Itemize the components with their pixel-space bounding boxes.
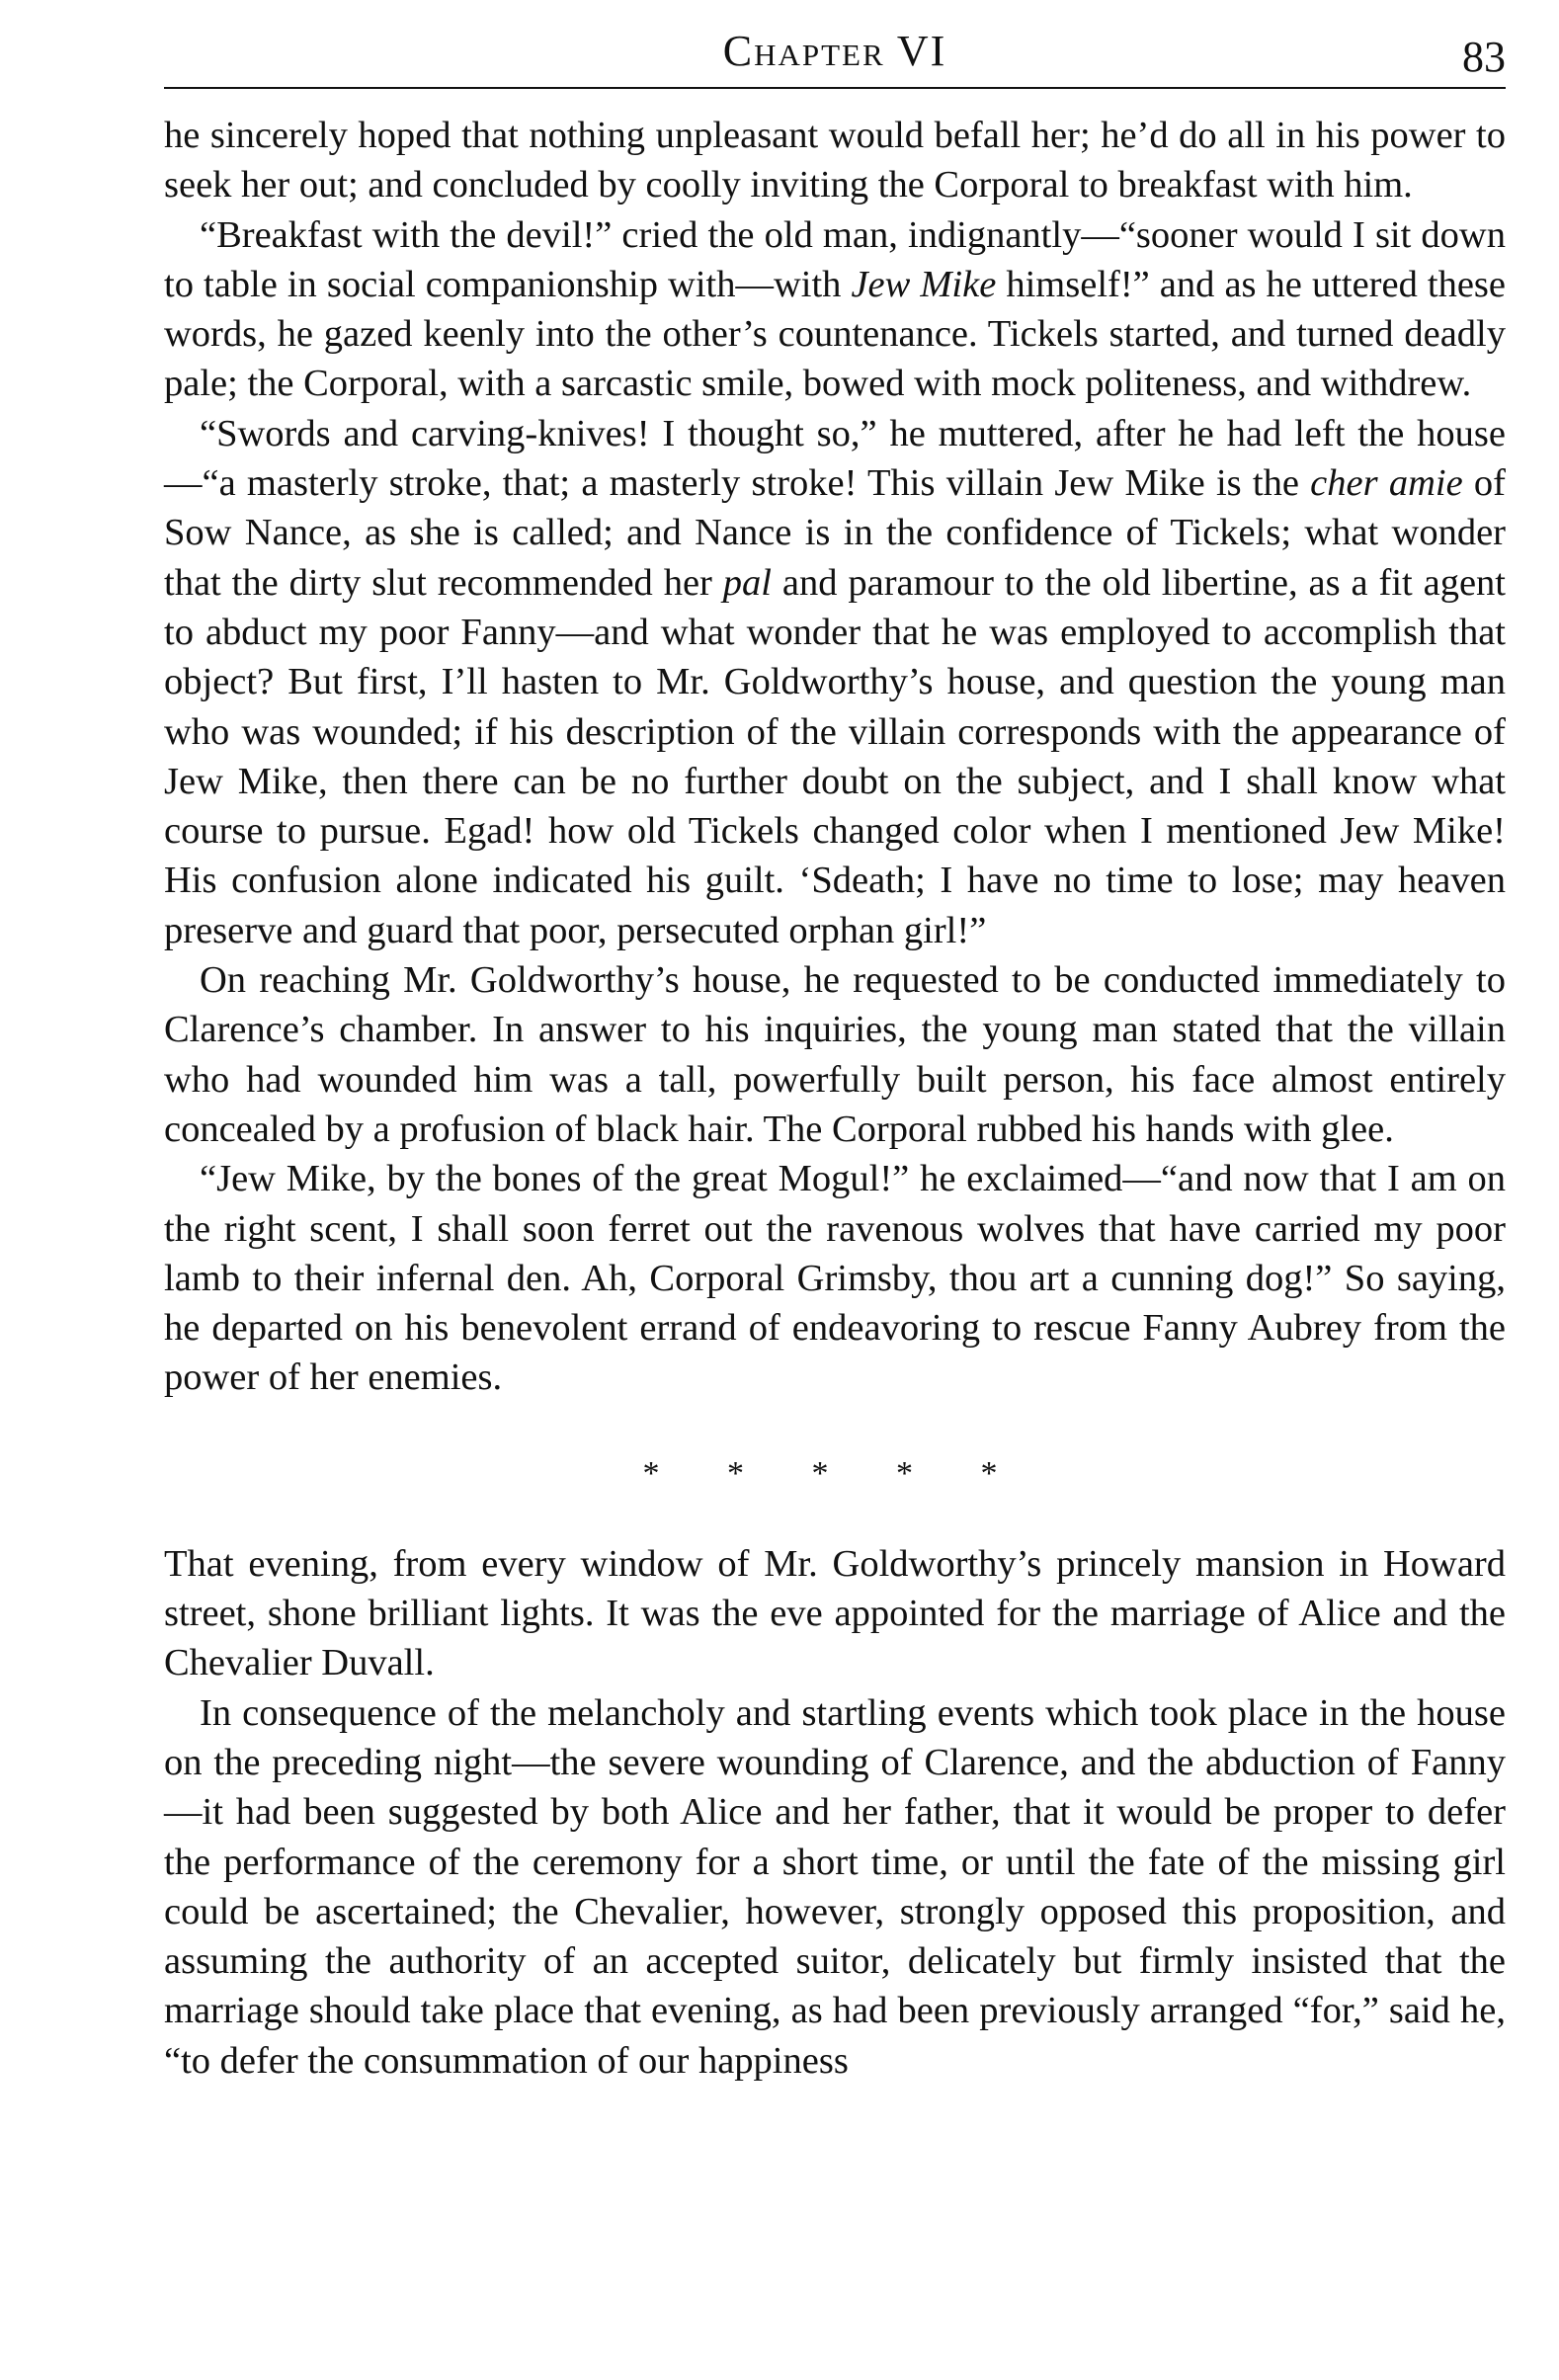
- running-head: [164, 22, 1506, 87]
- body-text: [164, 111, 1506, 2086]
- header-rule: [164, 87, 1506, 89]
- page-number: 83: [1462, 33, 1506, 81]
- paragraph: he sincerely hoped that nothing unpleasant would befall her; he’d do all in his power to seek her out; and concluded by coolly inviting the Corporal to breakfast with him.: [164, 115, 1506, 206]
- paragraph: In consequence of the melancholy and startling events which took place in the house on the preceding night—the severe wounding of Clarence, and the abduction of Fanny—it had been suggested by both Alice and her father, that it would be proper to defer the performance of the ceremony for a short time, or until the fate of the missing girl could be ascertained; the Chevalier, however, strongly opposed this proposition, and assuming the authority of an accepted suitor, delicately but firmly insisted that the marriage should take place that evening, as had been previously arranged “for,” said he, “to defer the consummation of our happiness: [164, 1691, 1506, 2082]
- italic-text: cher amie: [1310, 462, 1463, 505]
- section-break-asterism: * * * * *: [642, 1454, 1027, 1492]
- italic-text: Jew Mike: [851, 263, 997, 305]
- paragraph: “Jew Mike, by the bones of the great Mogul!” he exclaimed—“and now that I am on the right scent, I shall soon ferret out the ravenous wolves that have carried my poor lamb to their infernal den. Ah, Corporal Grimsby, thou art a cunning dog!” So saying, he departed on his benevolent errand of endeavoring to rescue Fanny Aubrey from the power of her enemies.: [164, 1158, 1506, 1399]
- paragraph: That evening, from every window of Mr. Goldworthy’s princely mansion in Howard street, shone brilliant lights. It was the eve appointed for the marriage of Alice and the Chevalier Duvall.: [164, 1542, 1506, 1684]
- paragraph: “Breakfast with the devil!” cried the old man, indignantly—“sooner would I sit down to table in social companionship with—with Jew Mike himself!” and as he uttered these words, he gazed keenly into the other’s countenance. Tickels started, and turned deadly pale; the Corporal, with a sarcastic smile, bowed with mock politeness, and withdrew.: [164, 213, 1506, 405]
- chapter-title: Chapter VI: [722, 27, 947, 75]
- paragraph: “Swords and carving-knives! I thought so,” he muttered, after he had left the house—“a masterly stroke, that; a masterly stroke! This villain Jew Mike is the cher amie of Sow Nance, as she is called; and Nance is in the confidence of Tickels; what wonder that the dirty slut recommended her pal and paramour to the old libertine, as a fit agent to abduct my poor Fanny—and what wonder that he was employed to accomplish that object? But first, I’ll hasten to Mr. Goldworthy’s house, and question the young man who was wounded; if his description of the villain corresponds with the appearance of Jew Mike, then there can be no further doubt on the subject, and I shall know what course to pursue. Egad! how old Tickels changed color when I mentioned Jew Mike! His confusion alone indicated his guilt. ‘Sdeath; I have no time to lose; may heaven preserve and guard that poor, persecuted orphan girl!”: [164, 412, 1506, 951]
- italic-text: pal: [722, 561, 772, 604]
- paragraph: On reaching Mr. Goldworthy’s house, he requested to be conducted immediately to Clarence’s chamber. In answer to his inquiries, the young man stated that the villain who had wounded him was a tall, powerfully built person, his face almost entirely concealed by a profusion of black hair. The Corporal rubbed his hands with glee.: [164, 959, 1506, 1150]
